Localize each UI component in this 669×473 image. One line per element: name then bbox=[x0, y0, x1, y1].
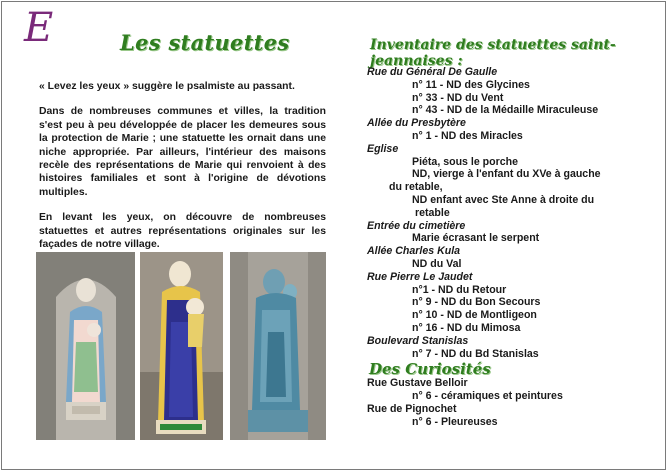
curiosities-title: Des Curiosités bbox=[369, 360, 491, 379]
list-item: n° 6 - céramiques et peintures bbox=[412, 389, 563, 402]
list-item-continuation: retable bbox=[415, 206, 450, 219]
intro-paragraph-1: « Levez les yeux » suggère le psalmiste au passant. bbox=[39, 81, 295, 92]
street-heading: Rue de Pignochet bbox=[367, 402, 457, 415]
statuette-niche-photo bbox=[36, 252, 135, 440]
list-item: n° 10 - ND de Montligeon bbox=[412, 309, 537, 322]
list-item: n°1 - ND du Retour bbox=[412, 283, 507, 296]
statuette-blue-photo bbox=[230, 252, 326, 440]
street-heading: Allée Charles Kula bbox=[367, 245, 461, 258]
list-item: n° 43 - ND de la Médaille Miraculeuse bbox=[412, 104, 599, 117]
list-item: n° 6 - Pleureuses bbox=[412, 415, 498, 428]
street-heading: Boulevard Stanislas bbox=[367, 334, 469, 347]
street-heading: Rue du Général De Gaulle bbox=[367, 66, 498, 78]
list-item: n° 9 - ND du Bon Secours bbox=[412, 296, 541, 309]
statuette-niche-image bbox=[36, 252, 135, 440]
list-item: ND, vierge à l'enfant du XVe à gauche bbox=[412, 168, 601, 181]
intro-paragraph-3: En levant les yeux, on découvre de nombreuses statuettes et autres représentations originales sur les façades de notre village. bbox=[39, 212, 326, 251]
inventory-title: Inventaire des statuettes saint-jeannaises : bbox=[370, 37, 616, 69]
street-heading: Rue Pierre Le Jaudet bbox=[367, 270, 473, 283]
list-item: Piéta, sous le porche bbox=[412, 155, 518, 168]
intro-paragraph-2: Dans de nombreuses communes et villes, la tradition s'est peu à peu développée de placer les demeures sous la protection de Marie ; une statuette les ornait dans une niche appropriée. Par ailleurs, l'intérieur des maisons recèle des représentations de Marie qui renvoient à des histoires familiales et sont à l'origine de dévotions multiples. bbox=[39, 106, 326, 198]
street-heading: Allée du Presbytère bbox=[367, 117, 466, 130]
inventory-list bbox=[367, 66, 657, 428]
list-item: n° 16 - ND du Mimosa bbox=[412, 321, 521, 334]
list-item: n° 11 - ND des Glycines bbox=[412, 78, 530, 91]
list-item-continuation: du retable, bbox=[389, 181, 443, 194]
street-heading: Eglise bbox=[367, 142, 399, 155]
list-item: ND enfant avec Ste Anne à droite du bbox=[412, 193, 595, 206]
list-item: n° 33 - ND du Vent bbox=[412, 91, 504, 104]
list-item: n° 7 - ND du Bd Stanislas bbox=[412, 347, 539, 360]
statuette-blue-image bbox=[230, 252, 326, 440]
list-item: n° 1 - ND des Miracles bbox=[412, 129, 523, 142]
statuette-ceramic-image bbox=[140, 252, 223, 440]
section-letter: E bbox=[24, 5, 54, 51]
list-item: Marie écrasant le serpent bbox=[412, 232, 540, 245]
intro-text bbox=[39, 80, 326, 263]
left-title: Les statuettes bbox=[120, 30, 290, 55]
street-heading: Rue Gustave Belloir bbox=[367, 377, 468, 390]
statuette-ceramic-photo bbox=[140, 252, 223, 440]
list-item: ND du Val bbox=[412, 257, 462, 270]
street-heading: Entrée du cimetière bbox=[367, 219, 466, 232]
